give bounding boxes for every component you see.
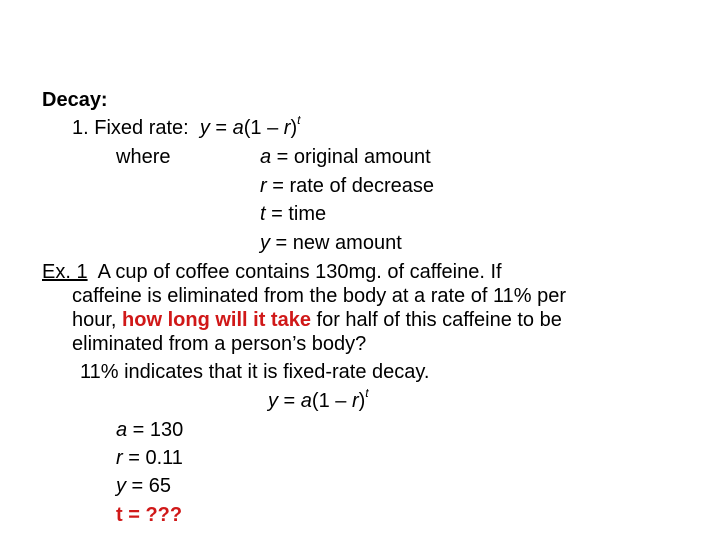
item-label: 1. Fixed rate: [72,117,189,139]
unknown-value: t = ??? [116,504,183,526]
example-line-2: caffeine is eliminated from the body at a rate of 11% per [72,285,566,307]
example-label: Ex. 1 [42,261,88,283]
definition-row: t = time [260,203,327,225]
given-value: y = 65 [116,475,172,497]
example-line-1: Ex. 1 A cup of coffee contains 130mg. of caffeine. If [42,261,502,283]
definition-row: a = original amount [260,146,431,168]
formula: y = a(1 – r)$^t$ [199,113,301,139]
note: 11% indicates that it is fixed-rate decay. [80,361,430,383]
where-label: where [116,146,171,168]
example-line-4: eliminated from a person’s body? [72,333,367,355]
highlight-question: how long will it take [122,309,311,331]
item-fixed-rate [72,113,301,140]
heading: Decay: [42,89,108,111]
example-line-3: hour, how long will it take for half of this caffeine to be [72,309,562,331]
formula-repeat: y = a(1 – r)$^t$ [268,386,369,412]
definition-row: r = rate of decrease [260,175,434,197]
given-value: a = 130 [116,419,184,441]
definition-row: y = new amount [260,232,402,254]
given-value: r = 0.11 [116,447,183,469]
